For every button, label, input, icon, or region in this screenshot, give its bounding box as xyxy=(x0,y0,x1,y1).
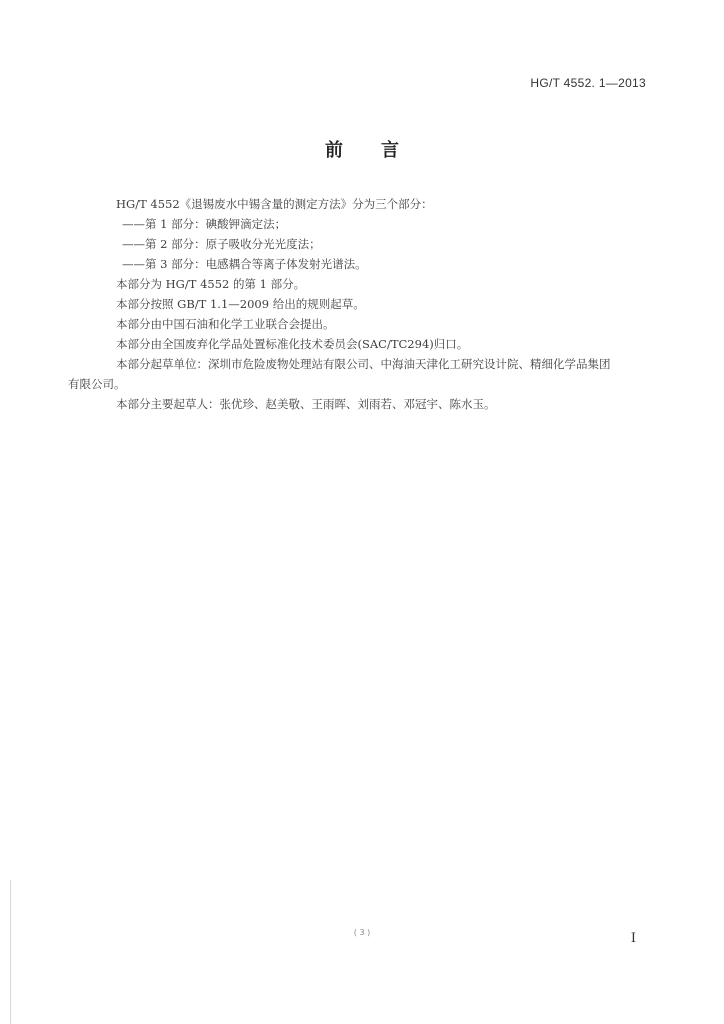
paragraph-drafting-rules: 本部分按照 GB/T 1.1—2009 给出的规则起草。 xyxy=(116,297,365,311)
scan-edge-line xyxy=(10,880,11,1024)
list-item-part-2: ——第 2 部分：原子吸收分光光度法； xyxy=(122,237,321,251)
paragraph-drafting-units-continued: 有限公司。 xyxy=(68,377,126,391)
page-number: I xyxy=(630,931,636,946)
paragraph-drafting-units: 本部分起草单位：深圳市危险废物处理站有限公司、中海油天津化工研究设计院、精细化学品集团 xyxy=(116,357,611,371)
paragraph-managed-by: 本部分由全国废弃化学品处置标准化技术委员会(SAC/TC294)归口。 xyxy=(116,337,469,351)
paragraph-proposed-by: 本部分由中国石油和化学工业联合会提出。 xyxy=(116,317,335,331)
title-char-2: 言 xyxy=(381,140,399,161)
standard-code: HG/T 4552. 1—2013 xyxy=(530,76,646,90)
paragraph-part-statement: 本部分为 HG/T 4552 的第 1 部分。 xyxy=(116,277,306,291)
list-item-part-1: ——第 1 部分：碘酸钾滴定法； xyxy=(122,217,287,231)
foreword-body xyxy=(68,194,662,414)
paragraph-main-drafters: 本部分主要起草人：张优珍、赵美敬、王雨晖、刘雨若、邓冠宇、陈水玉。 xyxy=(116,397,496,411)
page-title xyxy=(0,136,724,162)
paragraph-intro: HG/T 4552《退锡废水中锡含量的测定方法》分为三个部分： xyxy=(116,197,433,211)
title-char-1: 前 xyxy=(325,140,343,161)
list-item-part-3: ——第 3 部分：电感耦合等离子体发射光谱法。 xyxy=(122,257,367,271)
footer-mark: ( 3 ) xyxy=(353,928,371,937)
